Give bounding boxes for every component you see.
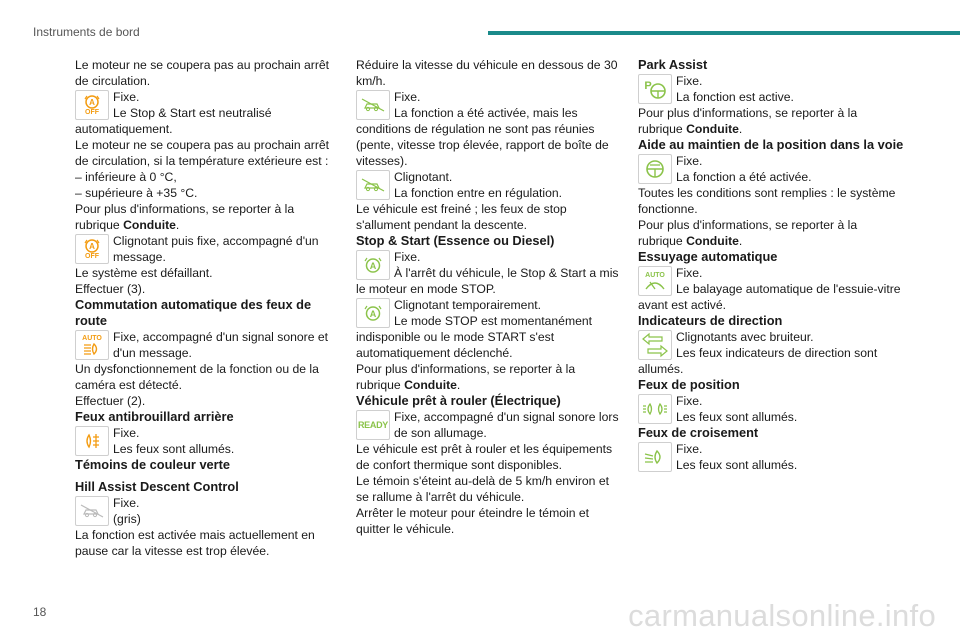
rear-fog-light-icon bbox=[75, 426, 109, 456]
text-span: Pour plus d'informations, se reporter à la rubrique bbox=[356, 362, 576, 392]
text-line: Clignotant. bbox=[394, 170, 453, 184]
lane-keep-icon bbox=[638, 154, 672, 184]
svg-text:A: A bbox=[369, 309, 377, 319]
hill-descent-icon bbox=[75, 496, 109, 526]
text-line: Fixe. bbox=[676, 442, 703, 456]
text-line: Le moteur ne se coupera pas au prochain arrêt de circulation, si la température extérieure est : bbox=[75, 138, 330, 168]
turn-indicators-icon bbox=[638, 330, 672, 360]
header-accent-bar bbox=[488, 31, 960, 35]
running-header: Instruments de bord bbox=[33, 25, 140, 39]
text-line: Le système est défaillant. bbox=[75, 266, 213, 280]
text-line: Arrêter le moteur pour éteindre le témoin et quitter le véhicule. bbox=[356, 506, 590, 536]
text-line: Fixe, accompagné d'un signal sonore lors de son allumage. bbox=[394, 410, 619, 440]
text-line: À l'arrêt du véhicule, le Stop & Start a mis le moteur en mode STOP. bbox=[356, 266, 619, 296]
link-text: Conduite bbox=[404, 378, 457, 392]
stop-start-off-entry bbox=[75, 89, 337, 137]
text-line: Le véhicule est prêt à rouler et les équipements de confort thermique sont disponibles. bbox=[356, 442, 613, 472]
link-text: Conduite bbox=[686, 234, 739, 248]
stop-start-icon bbox=[356, 250, 390, 280]
text-line: Fixe. bbox=[113, 426, 140, 440]
indicators-entry bbox=[638, 329, 904, 377]
stop-start-off-icon bbox=[75, 90, 109, 120]
text-line: La fonction est active. bbox=[676, 90, 794, 104]
section-heading: Commutation automatique des feux de route bbox=[75, 297, 312, 328]
low-beam-icon bbox=[638, 442, 672, 472]
lane-keep-entry bbox=[638, 153, 904, 185]
text-line: La fonction est activée mais actuellement en pause car la vitesse est trop élevée. bbox=[75, 528, 315, 558]
auto-wiper-entry bbox=[638, 265, 904, 313]
text-span: Pour plus d'informations, se reporter à la rubrique bbox=[75, 202, 295, 232]
column-1 bbox=[75, 57, 337, 559]
text-line: Effectuer (2). bbox=[75, 394, 146, 408]
hill-descent-entry bbox=[75, 495, 337, 527]
link-text: Conduite bbox=[123, 218, 176, 232]
text-line: Le témoin s'éteint au-delà de 5 km/h environ et se rallume à l'arrêt du véhicule. bbox=[356, 474, 609, 504]
park-assist-entry bbox=[638, 73, 904, 105]
auto-label: AUTO bbox=[82, 334, 102, 342]
text-line: (gris) bbox=[113, 512, 141, 526]
text-line: Les feux sont allumés. bbox=[676, 458, 798, 472]
rear-fog-entry bbox=[75, 425, 337, 457]
section-heading: Hill Assist Descent Control bbox=[75, 479, 239, 494]
hill-descent-icon bbox=[356, 90, 390, 120]
section-heading: Feux de position bbox=[638, 377, 740, 392]
text-line: Un dysfonctionnement de la fonction ou de la caméra est détecté. bbox=[75, 362, 319, 392]
section-heading: Feux antibrouillard arrière bbox=[75, 409, 234, 424]
auto-high-beam-icon bbox=[75, 330, 109, 360]
text-line: Pour plus d'informations, se reporter à la rubrique Conduite. bbox=[638, 218, 858, 248]
paragraph: Le moteur ne se coupera pas au prochain arrêt de circulation. bbox=[75, 58, 330, 88]
low-beam-entry bbox=[638, 441, 904, 473]
text-line: Les feux sont allumés. bbox=[676, 410, 798, 424]
column-3 bbox=[638, 57, 904, 473]
text-line: Le mode STOP est momentanément indisponible ou le mode START s'est automatiquement déclenché. bbox=[356, 314, 593, 360]
text-span: Pour plus d'informations, se reporter à la rubrique bbox=[638, 218, 858, 248]
text-line: Clignotant puis fixe, accompagné d'un message. bbox=[113, 234, 319, 264]
stop-start-off-icon bbox=[75, 234, 109, 264]
section-heading: Stop & Start (Essence ou Diesel) bbox=[356, 233, 555, 248]
auto-label: AUTO bbox=[645, 271, 665, 279]
paragraph: Réduire la vitesse du véhicule en dessous de 30 km/h. bbox=[356, 58, 618, 88]
text-line: Les feux indicateurs de direction sont allumés. bbox=[638, 346, 878, 376]
svg-text:P: P bbox=[644, 80, 652, 92]
text-line: Les feux sont allumés. bbox=[113, 442, 235, 456]
text-line: Le balayage automatique de l'essuie-vitre avant est activé. bbox=[638, 282, 901, 312]
text-line: Pour plus d'informations, se reporter à la rubrique Conduite. bbox=[356, 362, 576, 392]
text-line: Fixe. bbox=[676, 394, 703, 408]
text-line: Fixe. bbox=[113, 90, 140, 104]
section-heading: Indicateurs de direction bbox=[638, 313, 783, 328]
park-assist-icon bbox=[638, 74, 672, 104]
text-line: Fixe, accompagné d'un signal sonore et d'un message. bbox=[113, 330, 329, 360]
svg-text:A: A bbox=[89, 97, 95, 107]
position-lights-icon bbox=[638, 394, 672, 424]
stop-start-active-entry bbox=[356, 249, 622, 297]
section-heading: Park Assist bbox=[638, 57, 708, 72]
section-heading: Aide au maintien de la position dans la voie bbox=[638, 137, 904, 152]
off-label: OFF bbox=[85, 252, 99, 260]
stop-start-fault-entry bbox=[75, 233, 337, 265]
section-heading: Feux de croisement bbox=[638, 425, 759, 440]
hill-descent-blink-entry bbox=[356, 169, 622, 201]
text-line: Clignotant temporairement. bbox=[394, 298, 541, 312]
page-number: 18 bbox=[33, 605, 47, 619]
svg-text:A: A bbox=[369, 261, 377, 271]
text-line: Fixe. bbox=[676, 154, 703, 168]
text-span: Pour plus d'informations, se reporter à la rubrique bbox=[638, 106, 858, 136]
text-line: Fixe. bbox=[676, 266, 703, 280]
ready-entry bbox=[356, 409, 622, 441]
text-line: Pour plus d'informations, se reporter à la rubrique Conduite. bbox=[75, 202, 295, 232]
text-line: Fixe. bbox=[394, 90, 421, 104]
text-line: Fixe. bbox=[113, 496, 140, 510]
column-2 bbox=[356, 57, 622, 537]
svg-text:A: A bbox=[89, 241, 95, 251]
text-line: La fonction entre en régulation. bbox=[394, 186, 563, 200]
text-line: Fixe. bbox=[676, 74, 703, 88]
text-line: La fonction a été activée. bbox=[676, 170, 812, 184]
text-line: Toutes les conditions sont remplies : le système fonctionne. bbox=[638, 186, 896, 216]
stop-start-icon bbox=[356, 298, 390, 328]
text-line: Pour plus d'informations, se reporter à la rubrique Conduite. bbox=[638, 106, 858, 136]
watermark: carmanualsonline.info bbox=[628, 598, 936, 633]
ready-icon: READY bbox=[356, 410, 390, 440]
auto-high-beam-entry bbox=[75, 329, 337, 361]
link-text: Conduite bbox=[686, 122, 739, 136]
auto-wiper-icon bbox=[638, 266, 672, 296]
section-heading: Véhicule prêt à rouler (Électrique) bbox=[356, 393, 561, 408]
position-lights-entry bbox=[638, 393, 904, 425]
hill-descent-fixed-entry bbox=[356, 89, 622, 169]
text-line: Effectuer (3). bbox=[75, 282, 146, 296]
text-line: Le véhicule est freiné ; les feux de stop s'allument pendant la descente. bbox=[356, 202, 567, 232]
text-line: Le Stop & Start est neutralisé automatiquement. bbox=[75, 106, 272, 136]
text-line: – supérieure à +35 °C. bbox=[75, 186, 198, 200]
section-heading: Essuyage automatique bbox=[638, 249, 778, 264]
hill-descent-icon bbox=[356, 170, 390, 200]
stop-start-blink-entry bbox=[356, 297, 622, 361]
text-line: Fixe. bbox=[394, 250, 421, 264]
off-label: OFF bbox=[85, 108, 99, 116]
text-line: – inférieure à 0 °C, bbox=[75, 170, 177, 184]
text-line: La fonction a été activée, mais les conditions de régulation ne sont pas réunies (pente, vitesse trop élevée, rapport de boîte de vitesses). bbox=[356, 106, 609, 168]
text-line: Clignotants avec bruiteur. bbox=[676, 330, 814, 344]
section-heading: Témoins de couleur verte bbox=[75, 457, 231, 472]
